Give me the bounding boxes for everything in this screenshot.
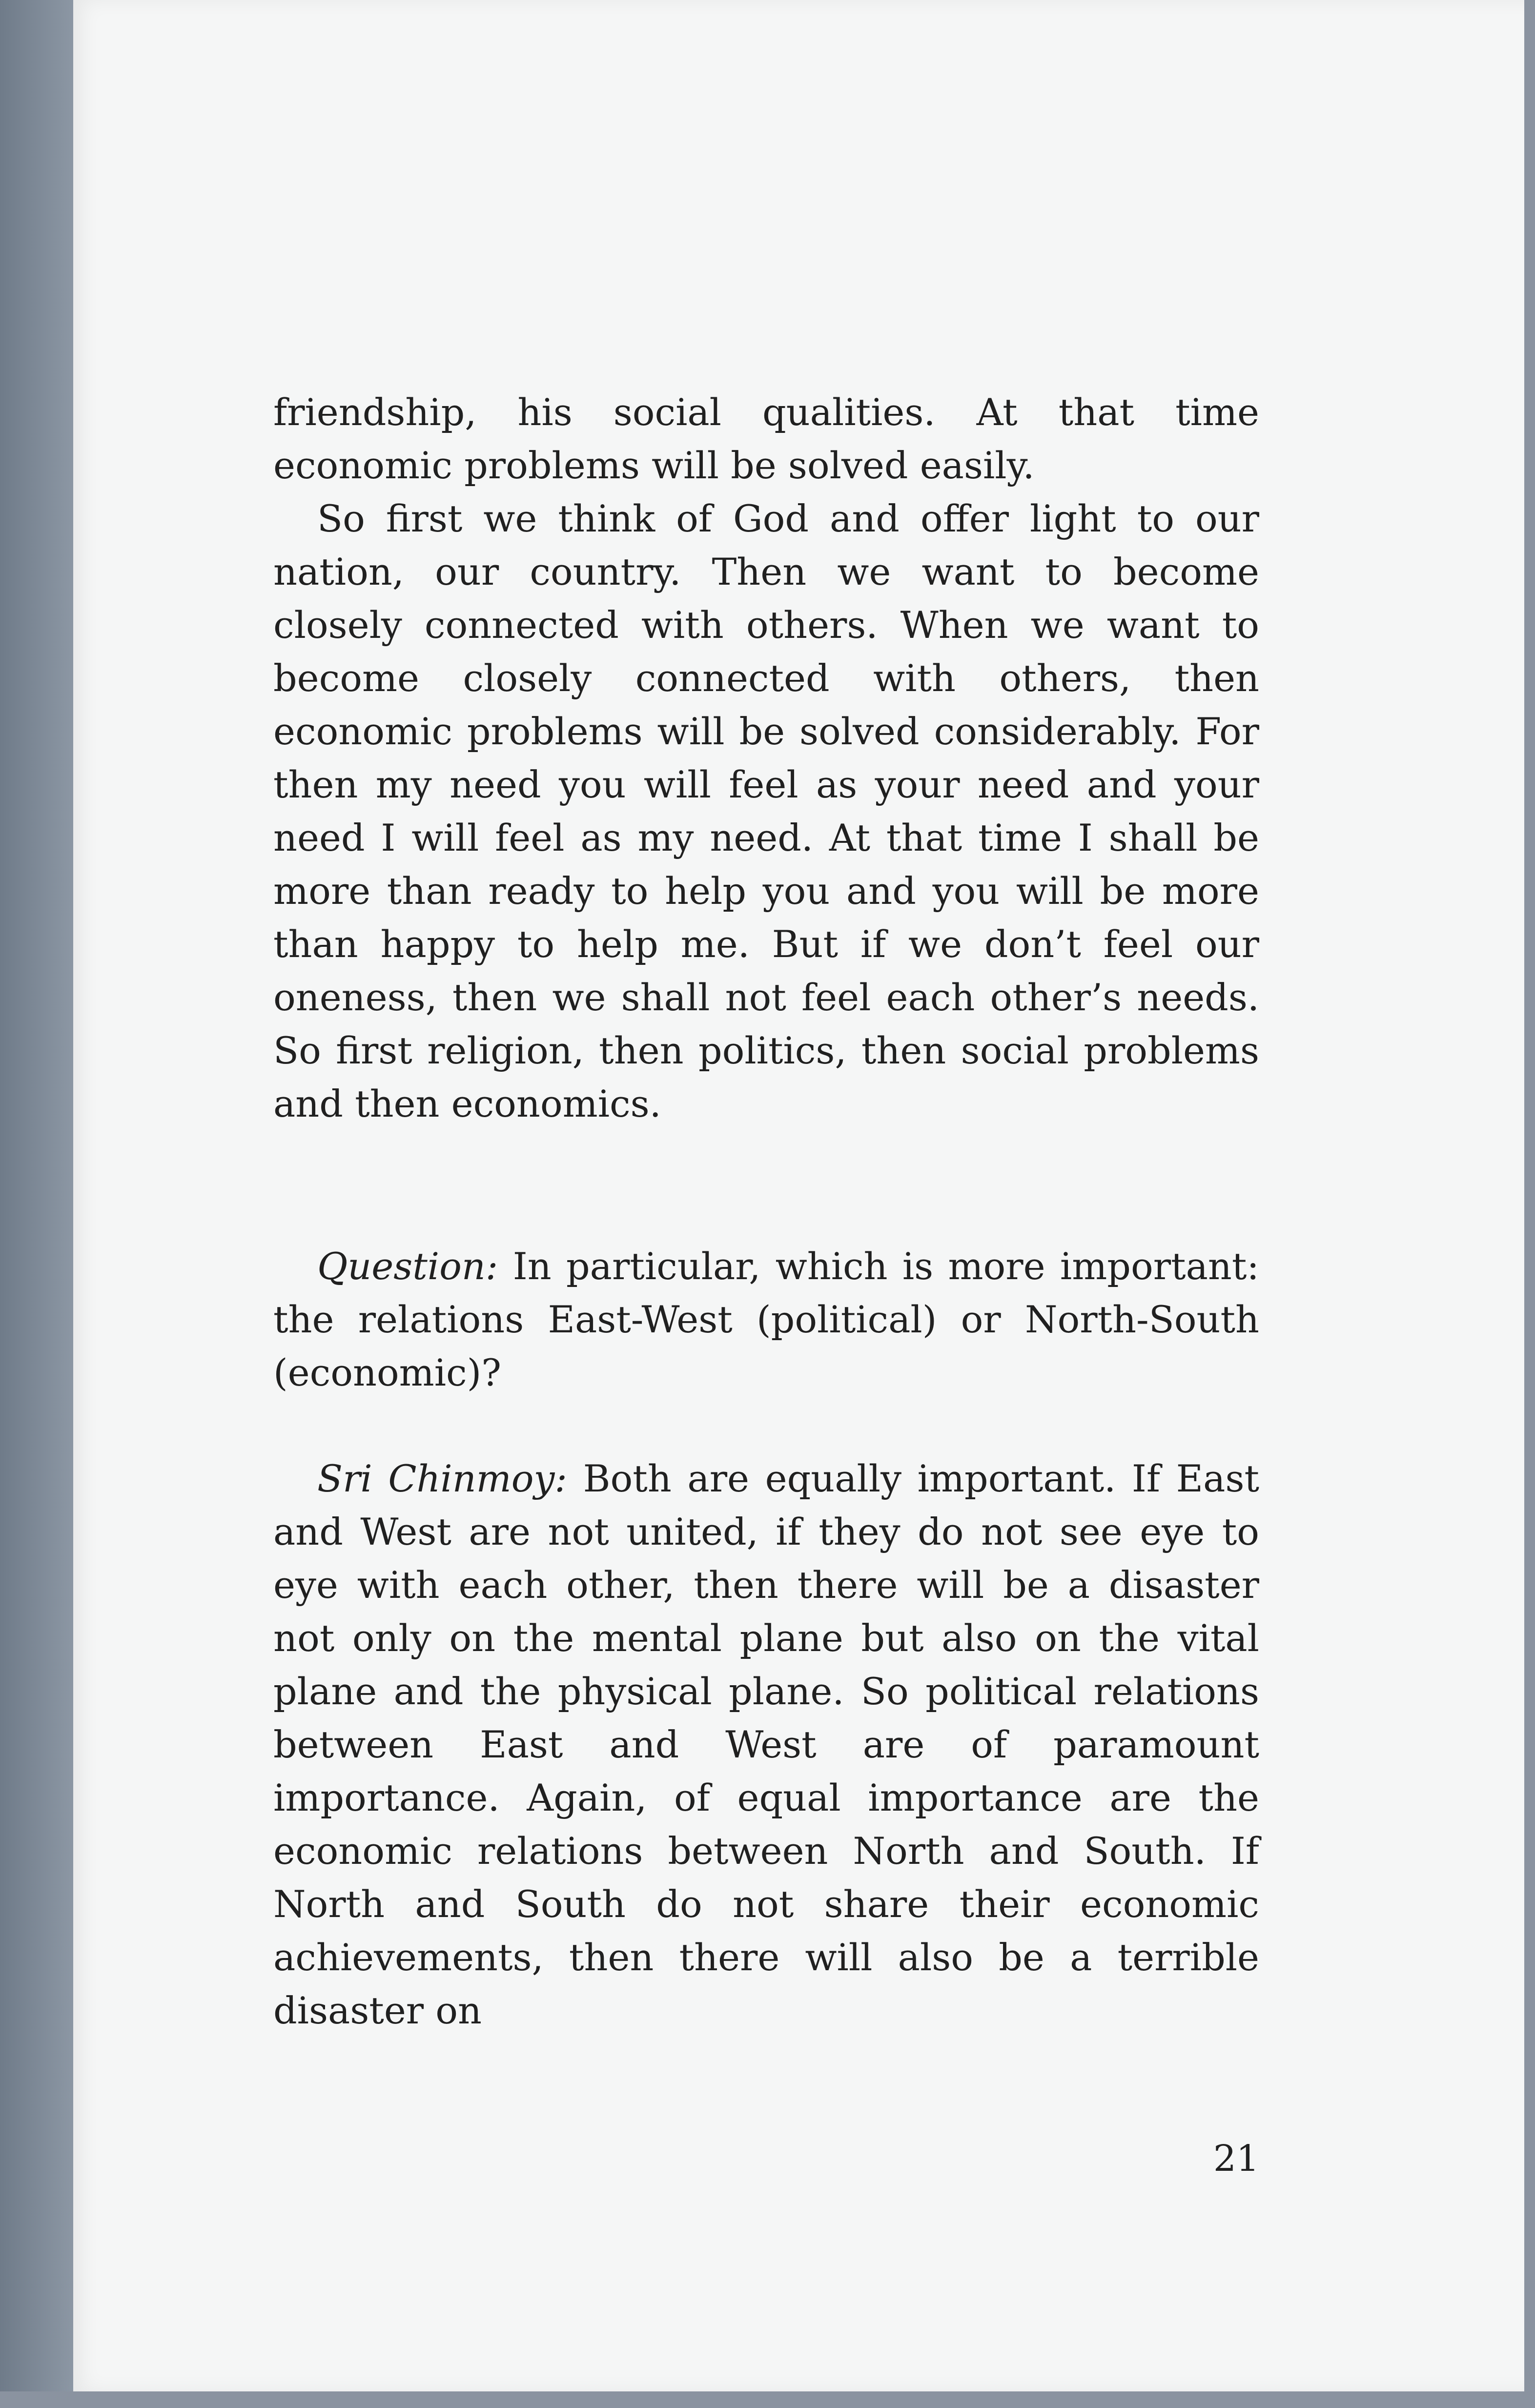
answer-text: Both are equally important. If East and West are not united, if they do not see eye to eye with each other, then there will be a disaster not only on the mental plane but also on the vital plane and the physical plane. So political relations between East and West are of paramount importance. Again, of equal importance are the economic relations between North and South. If North and South do not share their economic achievements, then there will also be a terrible disaster on: [273, 1457, 1259, 2032]
question-paragraph: [273, 1240, 1259, 1399]
question-label: Question:: [317, 1245, 498, 1288]
body-text: [273, 386, 1259, 1130]
scan-margin-bottom: [0, 2391, 1535, 2408]
answer-paragraph: [273, 1452, 1259, 2037]
paragraph-continued: friendship, his social qualities. At that time economic problems will be solved easily.: [273, 390, 1259, 487]
scan-margin-right: [1524, 0, 1535, 2408]
answer-block: [273, 1452, 1259, 2037]
page-number: 21: [1213, 2138, 1259, 2180]
scan-margin-left: [0, 0, 73, 2408]
question-text: In particular, which is more important: the relations East-West (political) or North-South (economic)?: [273, 1245, 1259, 1394]
question-block: [273, 1240, 1259, 1399]
paragraph-first-god: So first we think of God and offer light to our nation, our country. Then we want to become closely connected with others. When we want to become closely connected with others, then economic problems will be solved considerably. For then my need you will feel as your need and your need I will feel as my need. At that time I shall be more than ready to help you and you will be more than happy to help me. But if we don’t feel our oneness, then we shall not feel each other’s needs. So first religion, then politics, then social problems and then economics.: [273, 497, 1259, 1125]
answer-label: Sri Chinmoy:: [317, 1457, 568, 1500]
